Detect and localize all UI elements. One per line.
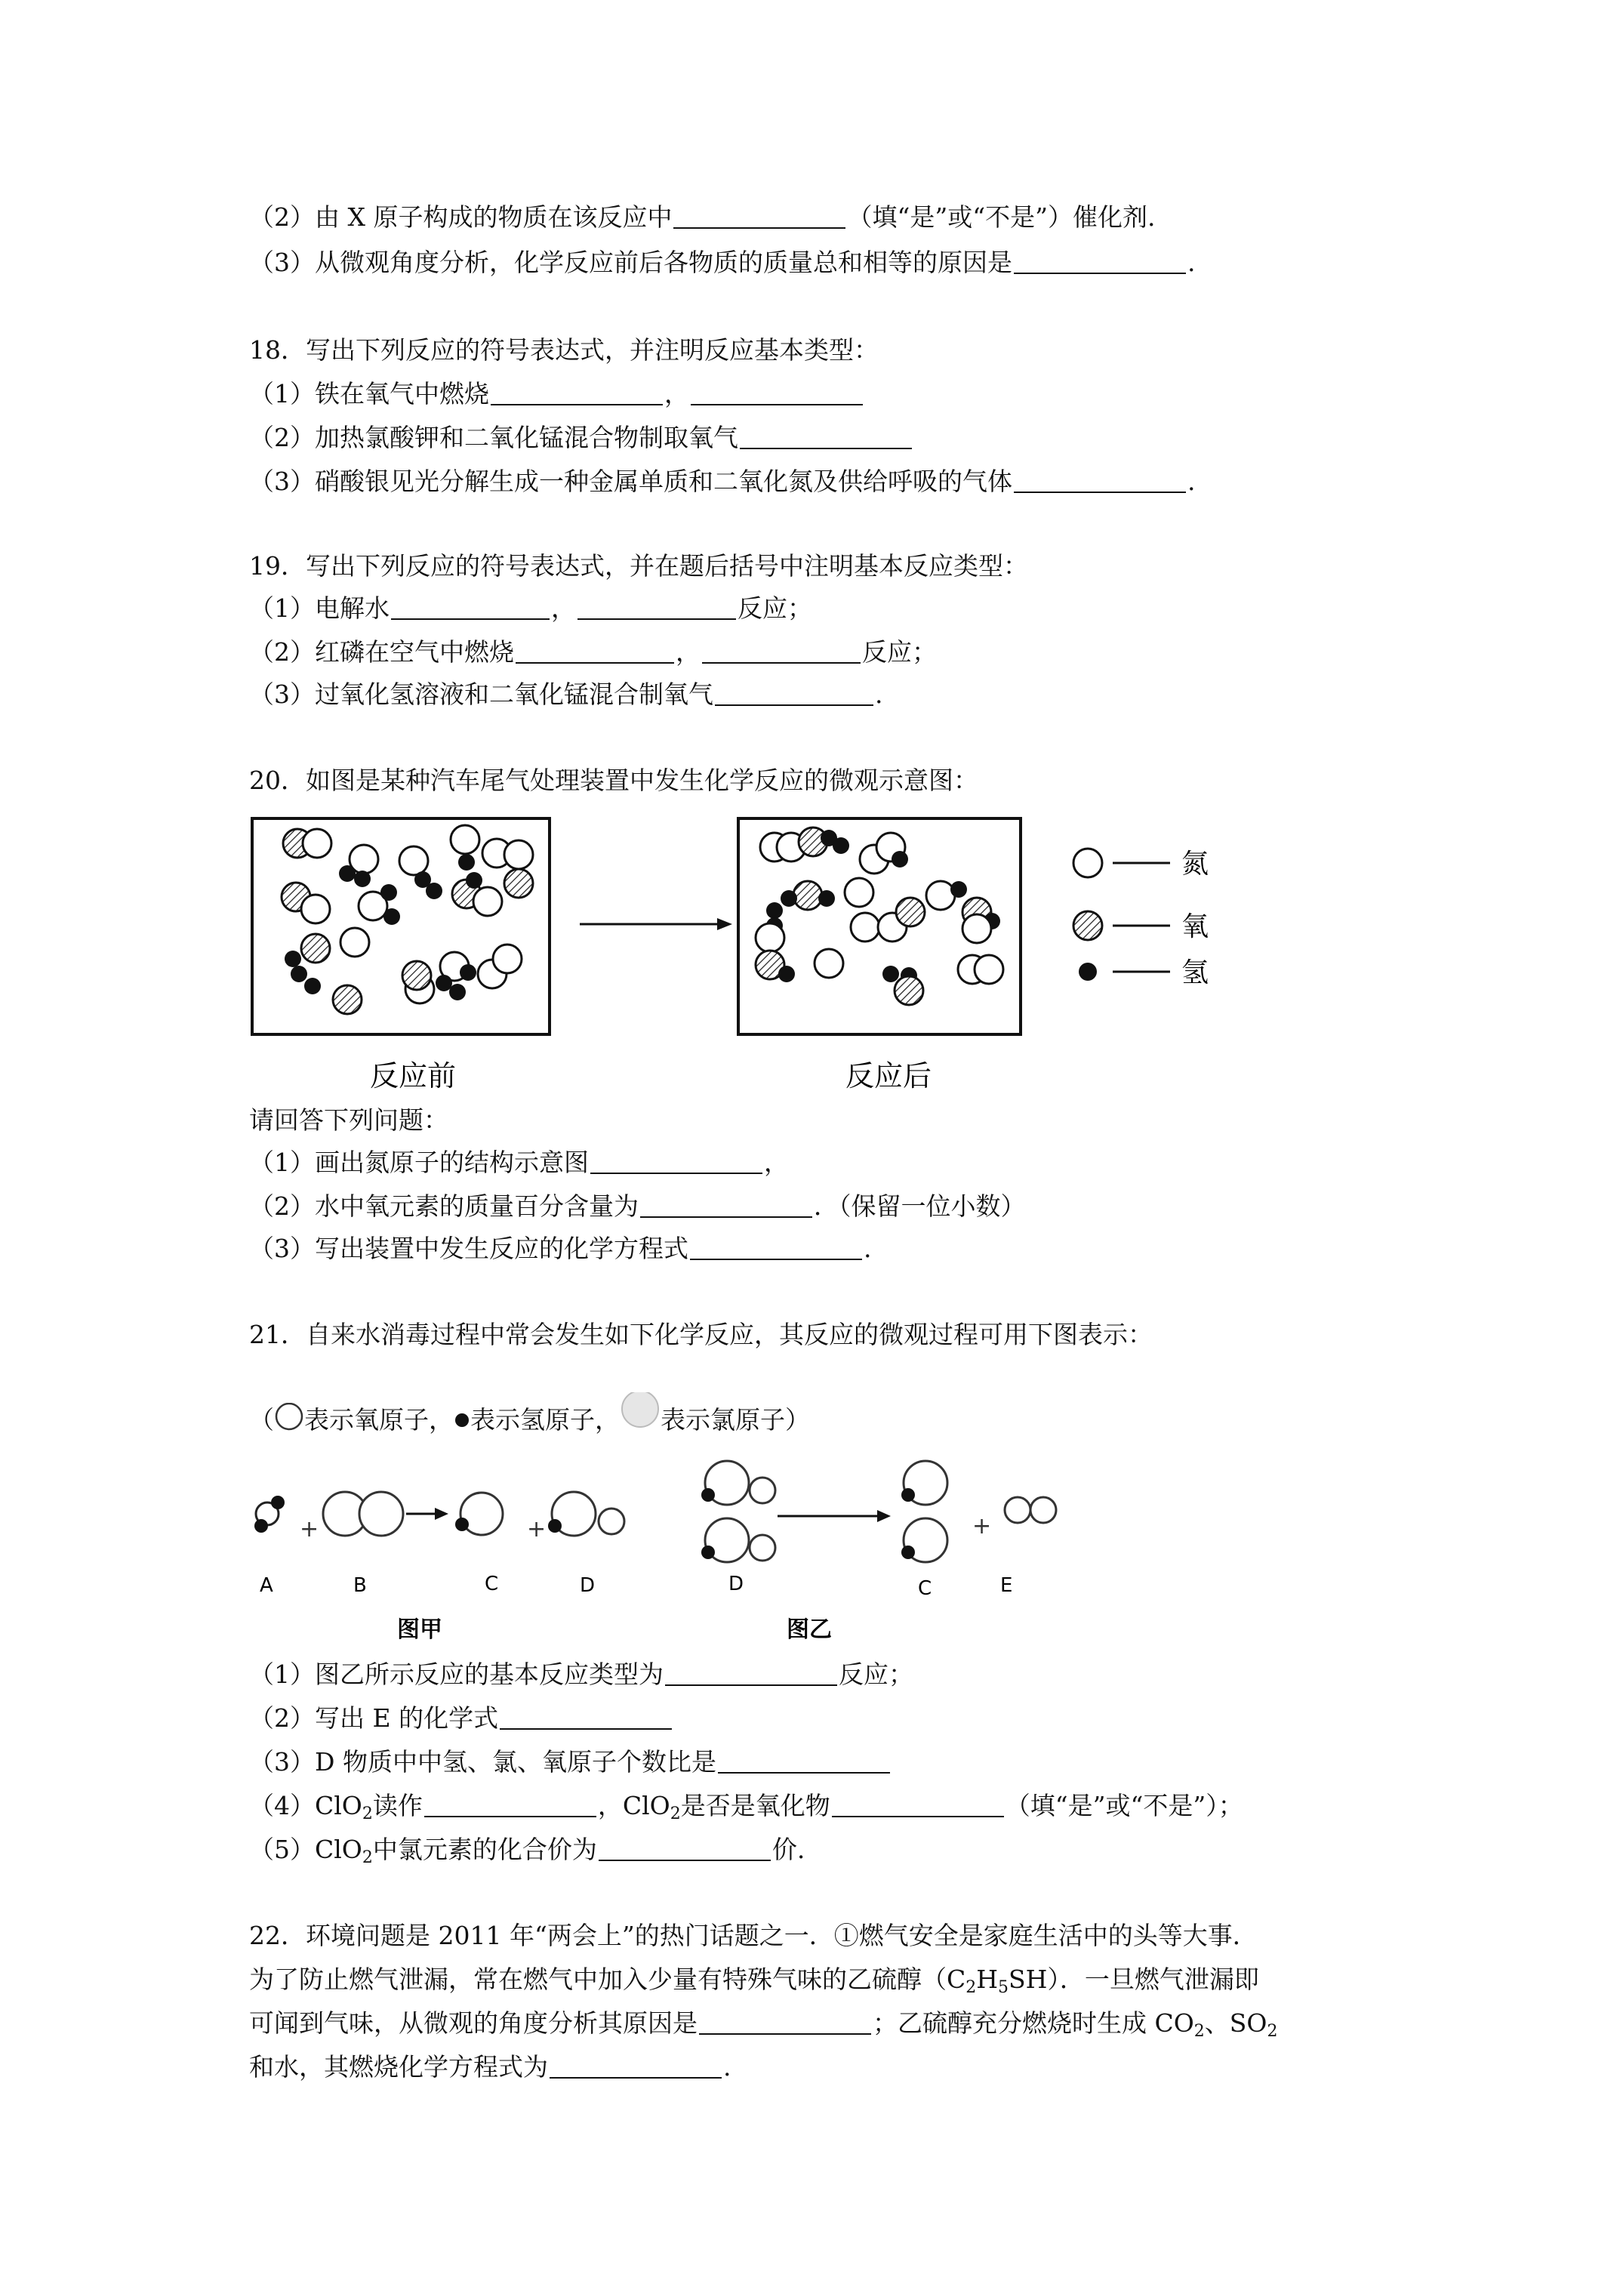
hydrogen-atom (766, 902, 783, 919)
label-e: E (1000, 1574, 1013, 1597)
hydrogen-atom (833, 837, 849, 854)
q22-line1: 22．环境问题是 2011 年“两会上”的热门话题之一．①燃气安全是家庭生活中的头等大事． (249, 1921, 1258, 1950)
hydrogen-atom (781, 890, 797, 907)
nitrogen-atom (340, 928, 369, 957)
q17-part2: （2）由 X 原子构成的物质在该反应中 （填“是”或“不是”）催化剂. (249, 202, 1156, 232)
label-b: B (353, 1574, 367, 1597)
nitrogen-atom (473, 887, 502, 916)
svg-text:+: + (527, 1516, 547, 1542)
q21-part4: （4）ClO$_2$读作 ，ClO$_2$是否是氧化物 （填“是”或“不是”）； (249, 1791, 1243, 1823)
hydrogen-atom (449, 984, 466, 1000)
answer-blank[interactable] (673, 205, 845, 229)
oxygen-atom (301, 934, 330, 963)
q22-line3: 可闻到气味，从微观的角度分析其原因是 ；乙硫醇充分燃烧时生成 $CO_2$、$SO_2$ (249, 2008, 1278, 2041)
answer-blank[interactable] (702, 639, 861, 664)
q20-part3: （3）写出装置中发生反应的化学方程式 . (249, 1234, 872, 1263)
nitrogen-atom (301, 895, 330, 923)
nitrogen-atom (493, 945, 522, 973)
oxygen-atom (504, 869, 533, 898)
answer-blank[interactable] (640, 1194, 812, 1218)
hydrogen-atom (950, 881, 967, 898)
hydrogen-atom (466, 872, 482, 889)
answer-blank[interactable] (491, 381, 663, 405)
caption-fig-a: 图甲 (397, 1616, 442, 1643)
oxygen-atom-icon (274, 1403, 304, 1433)
hydrogen-atom (882, 966, 899, 982)
hydrogen-atom (458, 854, 475, 871)
nitrogen-atom (504, 840, 533, 869)
before-reaction-box (252, 818, 550, 1034)
answer-blank[interactable] (715, 682, 873, 706)
label-c2: C (918, 1577, 932, 1600)
answer-blank[interactable] (665, 1662, 837, 1686)
q18-title: 18．写出下列反应的符号表达式，并注明反应基本类型： (249, 335, 879, 365)
q19-part3: （3）过氧化氢溶液和二氧化锰混合制氧气 . (249, 680, 883, 709)
label-d: D (580, 1574, 596, 1597)
q20-title: 20．如图是某种汽车尾气处理装置中发生化学反应的微观示意图： (249, 766, 978, 795)
nitrogen-atom (303, 829, 331, 858)
hydrogen-atom (436, 975, 452, 991)
q17-part3: （3）从微观角度分析，化学反应前后各物质的质量总和相等的原因是 . (249, 248, 1196, 277)
nitrogen-atom (962, 914, 991, 943)
oxygen-atom (402, 961, 431, 990)
hydrogen-atom (380, 884, 397, 901)
answer-blank[interactable] (550, 2054, 722, 2079)
hydrogen-atom (304, 978, 321, 994)
reaction-arrow (580, 918, 732, 930)
q22-line4: 和水，其燃烧化学方程式为 . (249, 2052, 731, 2082)
oxygen-atom-icon (1073, 911, 1102, 940)
caption-fig-b: 图乙 (787, 1616, 832, 1643)
nitrogen-atom (451, 825, 479, 854)
hydrogen-atom (383, 908, 400, 925)
after-label: 反应后 (845, 1059, 932, 1093)
nitrogen-atom (756, 923, 784, 952)
q21-part1: （1）图乙所示反应的基本反应类型为 反应； (249, 1660, 913, 1689)
nitrogen-atom (851, 913, 879, 942)
nitrogen-atom-icon (1073, 849, 1102, 877)
q21-title: 21．自来水消毒过程中常会发生如下化学反应，其反应的微观过程可用下图表示： (249, 1320, 1153, 1349)
answer-blank[interactable] (577, 596, 736, 620)
answer-blank[interactable] (690, 1236, 862, 1260)
figure-b (701, 1461, 1056, 1562)
legend-nitrogen: 氮 (1181, 849, 1209, 880)
hydrogen-atom (778, 966, 795, 982)
answer-blank[interactable] (391, 596, 550, 620)
hydrogen-atom (285, 951, 301, 967)
q21-part2: （2）写出 E 的化学式 (249, 1702, 673, 1735)
answer-blank[interactable] (500, 1706, 672, 1730)
q20-reaction-figure (242, 808, 1238, 1110)
answer-blank[interactable] (516, 639, 674, 664)
q20-part2: （2）水中氧元素的质量百分含量为 ．（保留一位小数） (249, 1191, 1026, 1221)
answer-blank[interactable] (1014, 250, 1186, 274)
before-label: 反应前 (370, 1059, 457, 1093)
nitrogen-atom (845, 878, 873, 907)
atom-legend (1073, 849, 1209, 988)
oxygen-atom (333, 985, 362, 1014)
nitrogen-atom (975, 955, 1003, 984)
hydrogen-atom (339, 865, 356, 882)
q21-part3: （3）D 物质中中氢、氯、氧原子个数比是 (249, 1746, 892, 1779)
answer-blank[interactable] (718, 1749, 890, 1774)
oxygen-atom (895, 976, 923, 1005)
hydrogen-atom-icon (454, 1407, 470, 1430)
nitrogen-atom (926, 881, 955, 910)
label-c: C (485, 1573, 499, 1595)
q19-part2: （2）红磷在空气中燃烧 ， 反应； (249, 637, 937, 667)
label-a: A (260, 1574, 273, 1597)
hydrogen-atom (291, 966, 307, 982)
q21-part5: （5）ClO$_2$中氯元素的化合价为 价. (249, 1835, 805, 1867)
legend-hydrogen: 氢 (1181, 957, 1209, 988)
q19-part1: （1）电解水 ， 反应； (249, 593, 812, 623)
q18-part2: （2）加热氯酸钾和二氧化锰混合物制取氧气 (249, 421, 913, 455)
answer-blank[interactable] (1014, 469, 1186, 493)
hydrogen-atom (426, 883, 442, 899)
answer-blank[interactable] (424, 1793, 596, 1817)
hydrogen-atom (892, 851, 908, 868)
chlorine-atom-icon (620, 1392, 661, 1433)
answer-blank[interactable] (740, 425, 912, 449)
legend-oxygen: 氧 (1181, 911, 1209, 942)
oxygen-atom (793, 881, 822, 910)
q21-reaction-figure (242, 1435, 1087, 1661)
answer-blank[interactable] (590, 1150, 762, 1174)
hydrogen-atom (354, 871, 371, 887)
q19-title: 19．写出下列反应的符号表达式，并在题后括号中注明基本反应类型： (249, 551, 1028, 581)
svg-text:+: + (972, 1513, 992, 1539)
oxygen-atom (896, 898, 925, 926)
q18-part3: （3）硝酸银见光分解生成一种金属单质和二氧化氮及供给呼吸的气体 . (249, 467, 1196, 496)
answer-blank[interactable] (691, 381, 863, 405)
q22-line2: 为了防止燃气泄漏，常在燃气中加入少量有特殊气味的乙硫醇$(C_2H_5SH)$．一旦燃气泄漏即 (249, 1965, 1259, 1997)
svg-text:+: + (300, 1516, 319, 1542)
hydrogen-atom (460, 964, 476, 981)
q20-prompt: 请回答下列问题： (249, 1105, 448, 1135)
q20-part1: （1）画出氮原子的结构示意图 ， (249, 1148, 789, 1177)
q18-part1: （1）铁在氧气中燃烧 ， (249, 378, 864, 411)
answer-blank[interactable] (832, 1793, 1004, 1817)
hydrogen-atom-icon (1079, 963, 1097, 981)
label-d2: D (728, 1573, 744, 1595)
after-reaction-box (738, 818, 1021, 1034)
q21-legend: （ 表示氧原子， 表示氢原子， 表示氯原子） (249, 1392, 810, 1437)
answer-blank[interactable] (599, 1837, 771, 1861)
nitrogen-atom (815, 949, 843, 978)
answer-blank[interactable] (699, 2011, 871, 2035)
nitrogen-atom (399, 846, 428, 875)
hydrogen-atom (818, 890, 835, 907)
figure-a (254, 1492, 624, 1542)
